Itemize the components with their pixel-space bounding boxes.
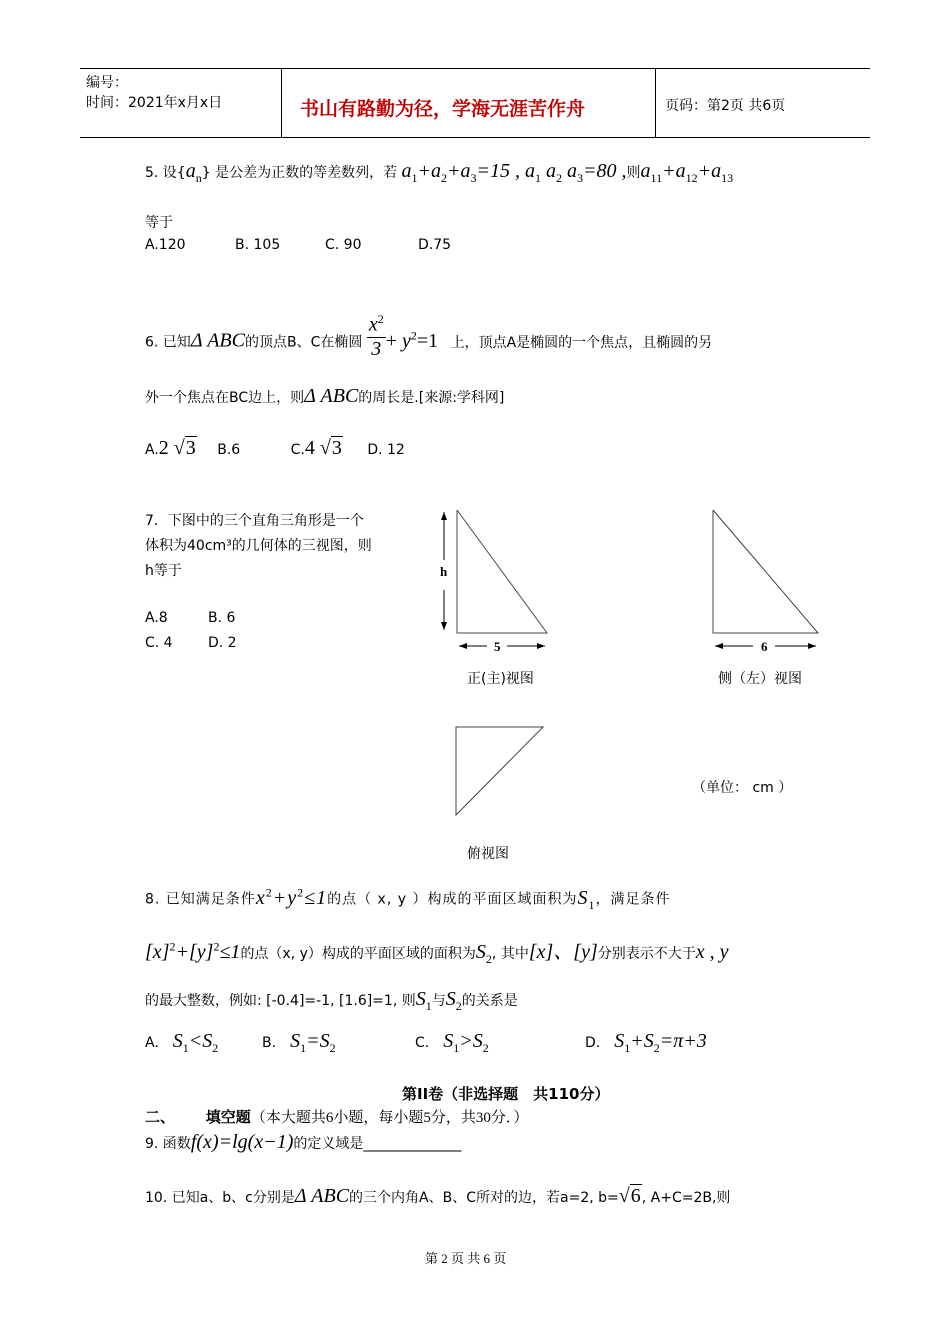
s2-symbol: $S_2$	[475, 941, 492, 966]
q7-option-c: C. 4	[145, 635, 173, 651]
section-2-part	[145, 1106, 528, 1127]
q5-cont: 等于	[145, 215, 173, 231]
page-label: 页码：第2页 共6页	[665, 98, 786, 114]
q7-option-d: D. 2	[208, 635, 237, 651]
option-letter: D.	[585, 1035, 601, 1051]
q9-rest: 的定义域是______________	[293, 1136, 462, 1152]
fill-title: 填空题	[205, 1108, 251, 1126]
unit-label: （单位： cm ）	[692, 780, 793, 796]
q6-rest: 上，顶点A是椭圆的一个焦点，且椭圆的另	[450, 334, 713, 351]
q10-rest: 的三个内角A、B、C所对的边，若a=2, b=	[349, 1190, 619, 1206]
ellipse-equation-rest: + $y^2=1$	[385, 328, 439, 352]
option-letter: A.	[145, 1035, 159, 1051]
q5-lead: 5. 设{	[145, 165, 186, 181]
q8-option-b: B. $S_1=S_2$	[262, 1030, 336, 1055]
q8-option-d: D. $S_1+S_2=\pi+3$	[585, 1030, 707, 1055]
side-base-label: 6	[761, 639, 768, 654]
q6-vertices: 的顶点B、C在椭圆	[244, 334, 363, 351]
q8-line1	[145, 885, 670, 913]
q8-option-c: C. $S_1>S_2$	[415, 1030, 489, 1055]
q5-option-b: B. 105	[235, 237, 281, 253]
arrow-left-icon	[715, 643, 723, 649]
q5-then: 则	[626, 165, 641, 181]
arrow-left-icon	[459, 643, 467, 649]
arrow-right-icon	[808, 643, 816, 649]
q8-lead: 8. 已知满足条件	[145, 891, 256, 908]
front-view-label: 正(主)视图	[467, 671, 534, 687]
q7-line2: 体积为40cm³的几何体的三视图，则	[145, 538, 372, 554]
floor-x-y: [x]、[y]	[528, 941, 598, 963]
s1-symbol: $S_1$	[577, 886, 596, 912]
q5-option-a: A.120	[145, 237, 186, 253]
q8-line3b: 的关系是	[461, 993, 518, 1009]
option-letter: C.	[415, 1035, 430, 1051]
part-number: 二、	[145, 1108, 176, 1126]
q6-option-c-value: 4 √3	[304, 437, 342, 459]
q5-seq-symbol: $a_n$	[185, 160, 202, 185]
q8-line2c: 分别表示不大于	[597, 946, 696, 962]
q10-end: , A+C=2B,则	[641, 1190, 731, 1206]
q6-line2b: 的周长是.[来源:学科网]	[358, 390, 505, 406]
page-footer: 第 2 页 共 6 页	[425, 1251, 507, 1266]
q8-floor-condition: $[x]^2+[y]^2\le 1$	[145, 939, 241, 963]
q8-b: ，满足条件	[595, 891, 671, 908]
sqrt-6: √6	[618, 1185, 641, 1207]
s2-symbol: $S_2$	[445, 988, 462, 1013]
s1-s2-relation: $S_1$	[415, 988, 432, 1013]
side-view-label: 侧（左）视图	[718, 671, 802, 687]
q6-option-b: B.6	[217, 442, 241, 458]
q8-a: 的点（ x, y ）构成的平面区域面积为	[327, 891, 578, 908]
q8-line3: 的最大整数，例如: [-0.4]=-1, [1.6]=1, 则$S_1$与$S_2$的关系是	[145, 988, 518, 1013]
fill-desc: （本大题共6小题，每小题5分，共30分．）	[250, 1110, 529, 1126]
top-view-label: 俯视图	[467, 846, 509, 862]
h-label: h	[440, 564, 448, 579]
q5-mid: } 是公差为正数的等差数列，若	[201, 165, 398, 181]
number-label: 编号：	[86, 75, 128, 91]
arrow-up-icon	[441, 512, 447, 520]
triangle-abc: Δ ABC	[294, 1185, 350, 1207]
q6-line2a: 外一个焦点在BC边上，则	[145, 390, 305, 406]
q5-option-c: C. 90	[325, 237, 362, 253]
x-y-symbols: x , y	[695, 941, 729, 963]
q6-option-d: D. 12	[367, 442, 405, 458]
q8-circle-condition: $x^2+y^2\le 1$	[255, 885, 328, 909]
q9-lead: 9. 函数	[145, 1136, 191, 1152]
arrow-right-icon	[537, 643, 545, 649]
arrow-down-icon	[441, 622, 447, 630]
q9-function: f(x)=lg(x−1)	[190, 1131, 294, 1153]
front-view-triangle	[457, 510, 547, 633]
triangle-abc: Δ ABC	[190, 329, 245, 352]
q6-option-a-value: 2 √3	[158, 437, 196, 459]
q6-option-a: A.	[145, 442, 159, 458]
side-view-triangle	[713, 510, 818, 633]
q5-option-d: D.75	[418, 237, 452, 253]
q7-line3: h等于	[145, 563, 182, 579]
time-label: 时间：2021年x月x日	[86, 95, 223, 111]
question-10	[145, 1185, 730, 1208]
q8-line3-text: 的最大整数，例如: [-0.4]=-1, [1.6]=1, 则	[145, 993, 416, 1009]
motto: 书山有路勤为径，学海无涯苦作舟	[300, 98, 586, 120]
section-2-title: 第II卷（非选择题 共110分）	[402, 1085, 610, 1103]
q6-option-c: C.	[290, 442, 305, 458]
q6-lead: 6. 已知	[145, 334, 191, 351]
q7-option-b: B. 6	[208, 610, 236, 626]
option-letter: B.	[262, 1035, 277, 1051]
q7-option-a: A.8	[145, 610, 168, 626]
front-base-label: 5	[494, 639, 501, 654]
q10-lead: 10. 已知a、b、c分别是	[145, 1190, 295, 1206]
top-view-triangle	[456, 727, 543, 815]
q8-line2b: , 其中	[491, 946, 529, 962]
q8-line2a: 的点（x, y）构成的平面区域的面积为	[240, 946, 476, 962]
q8-line2	[145, 935, 729, 967]
q5-target: $a_{11}+a_{12}+a_{13}$	[640, 160, 734, 185]
q8-option-a: A. $S_1<S_2$	[145, 1030, 219, 1055]
triangle-abc: Δ ABC	[304, 385, 359, 407]
ellipse-equation: $\frac{x^2}{3}$	[368, 312, 384, 360]
q5-condition: $a_1+a_2+a_3=15$ , $a_1$ $a_2$ $a_3=80$ ,	[401, 160, 627, 185]
question-9	[145, 1131, 461, 1154]
q7-line1: 7．下图中的三个直角三角形是一个	[145, 513, 364, 529]
